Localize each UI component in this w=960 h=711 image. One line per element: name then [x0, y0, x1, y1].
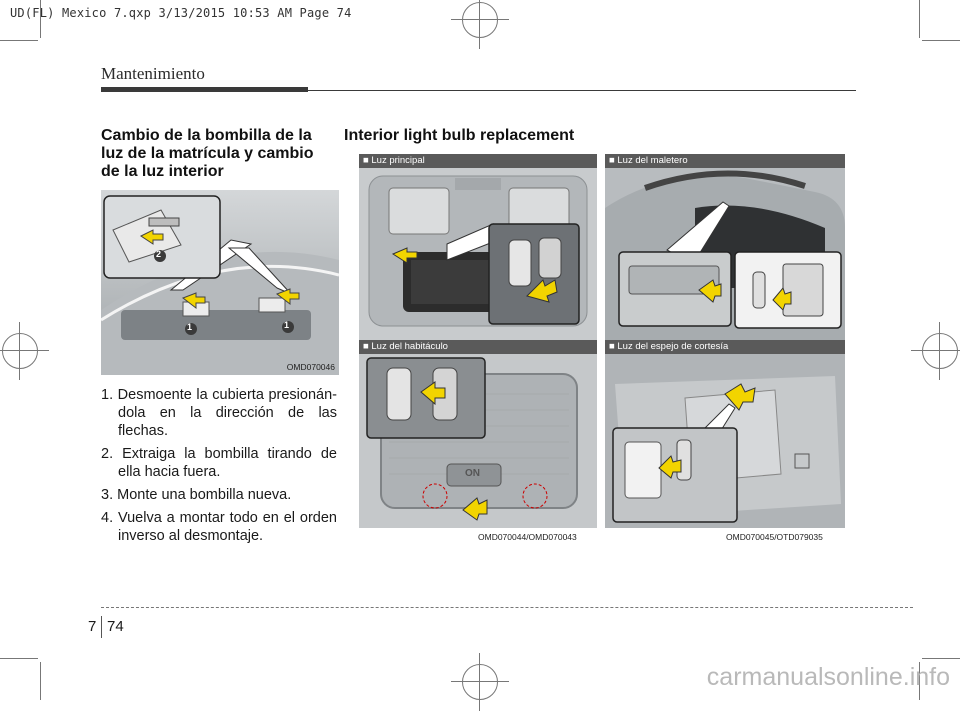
right-heading: Interior light bulb replacement [344, 127, 575, 144]
callout-2: 2 [156, 249, 162, 259]
step-item: 2. Extraiga la bombilla tirando de ella hacia fuera. [101, 446, 337, 480]
caption-room-light: ■ Luz del habitáculo [359, 340, 597, 354]
room-light-figure [359, 354, 597, 528]
page-number-separator [101, 616, 102, 638]
caption-main-light: ■ Luz principal [359, 154, 597, 168]
figure-code-left: OMD070046 [286, 362, 335, 372]
license-light-figure [101, 190, 339, 375]
print-slug: UD(FL) Mexico 7.qxp 3/13/2015 10:53 AM Page 74 [10, 6, 352, 20]
registration-mark-left [2, 333, 38, 369]
caption-vanity-light: ■ Luz del espejo de cortesía [605, 340, 845, 354]
watermark: carmanualsonline.info [706, 663, 950, 691]
steps-list [101, 386, 337, 550]
left-heading: Cambio de la bombilla de la luz de la matrícula y cambio de la luz interior [101, 127, 314, 180]
step-item: 4. Vuelva a montar todo en el orden inverso al desmontaje. [101, 510, 337, 544]
callout-1a: 1 [187, 322, 193, 332]
main-light-figure [359, 168, 597, 340]
registration-mark-top [462, 2, 498, 38]
header-rule-thin [308, 90, 856, 91]
caption-trunk-light: ■ Luz del maletero [605, 154, 845, 168]
page-number: 74 [107, 618, 124, 635]
trunk-light-figure [605, 168, 845, 340]
step-item: 1. Desmoente la cubierta presionán-dola en la dirección de las flechas. [101, 387, 337, 439]
chapter-number: 7 [88, 618, 97, 635]
registration-mark-right [922, 333, 958, 369]
section-title: Mantenimiento [101, 64, 205, 83]
step-item: 3. Monte una bombilla nueva. [101, 487, 292, 503]
header-rule-dark [101, 87, 308, 92]
footer-dashed-rule [101, 607, 913, 608]
vanity-light-figure [605, 354, 845, 528]
callout-1b: 1 [284, 320, 290, 330]
figure-code-right-1: OMD070044/OMD070043 [478, 532, 577, 542]
on-button-label: ON [465, 468, 480, 479]
registration-mark-bottom [462, 664, 498, 700]
figure-code-right-2: OMD070045/OTD079035 [726, 532, 823, 542]
